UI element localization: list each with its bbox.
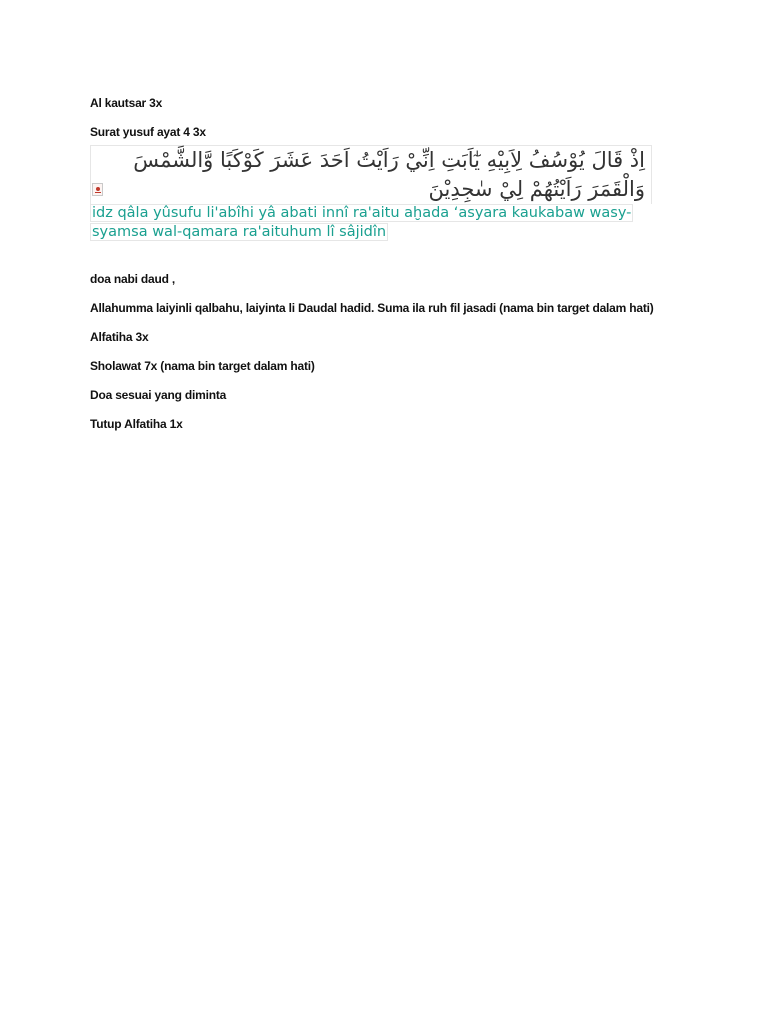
transliteration xyxy=(90,204,655,242)
text-doa-nabi-daud: doa nabi daud , xyxy=(90,272,176,286)
text-doa-sesuai: Doa sesuai yang diminta xyxy=(90,388,227,402)
text-doa-content: Allahumma laiyinli qalbahu, laiyinta li Daudal hadid. Suma ila ruh fil jasadi (nama bin target dalam hati) xyxy=(90,301,654,315)
text-tutup-alfatiha: Tutup Alfatiha 1x xyxy=(90,417,183,431)
text-alfatiha: Alfatiha 3x xyxy=(90,330,149,344)
text-surat-yusuf: Surat yusuf ayat 4 3x xyxy=(90,125,206,139)
text-sholawat: Sholawat 7x (nama bin target dalam hati) xyxy=(90,359,315,373)
pdf-document-icon xyxy=(92,183,103,196)
document-page xyxy=(90,94,670,444)
transliteration-text: idz qâla yûsufu li'abîhi yâ abati innî ra'aitu aḫada ‘asyara kaukabaw wasy-syamsa wal-qamara ra'aituhum lî sâjidîn xyxy=(92,205,632,240)
arabic-verse: اِذْ قَالَ يُوْسُفُ لِاَبِيْهِ يٰٓاَبَتِ اِنِّيْ رَاَيْتُ اَحَدَ عَشَرَ كَوْكَبًا وَّالشَّمْسَ وَالْقَمَرَ رَاَيْتُهُمْ لِيْ سٰجِدِيْنَ xyxy=(133,148,645,201)
spacer xyxy=(90,242,670,270)
arabic-verse-block xyxy=(90,145,652,204)
text-al-kautsar: Al kautsar 3x xyxy=(90,96,163,110)
